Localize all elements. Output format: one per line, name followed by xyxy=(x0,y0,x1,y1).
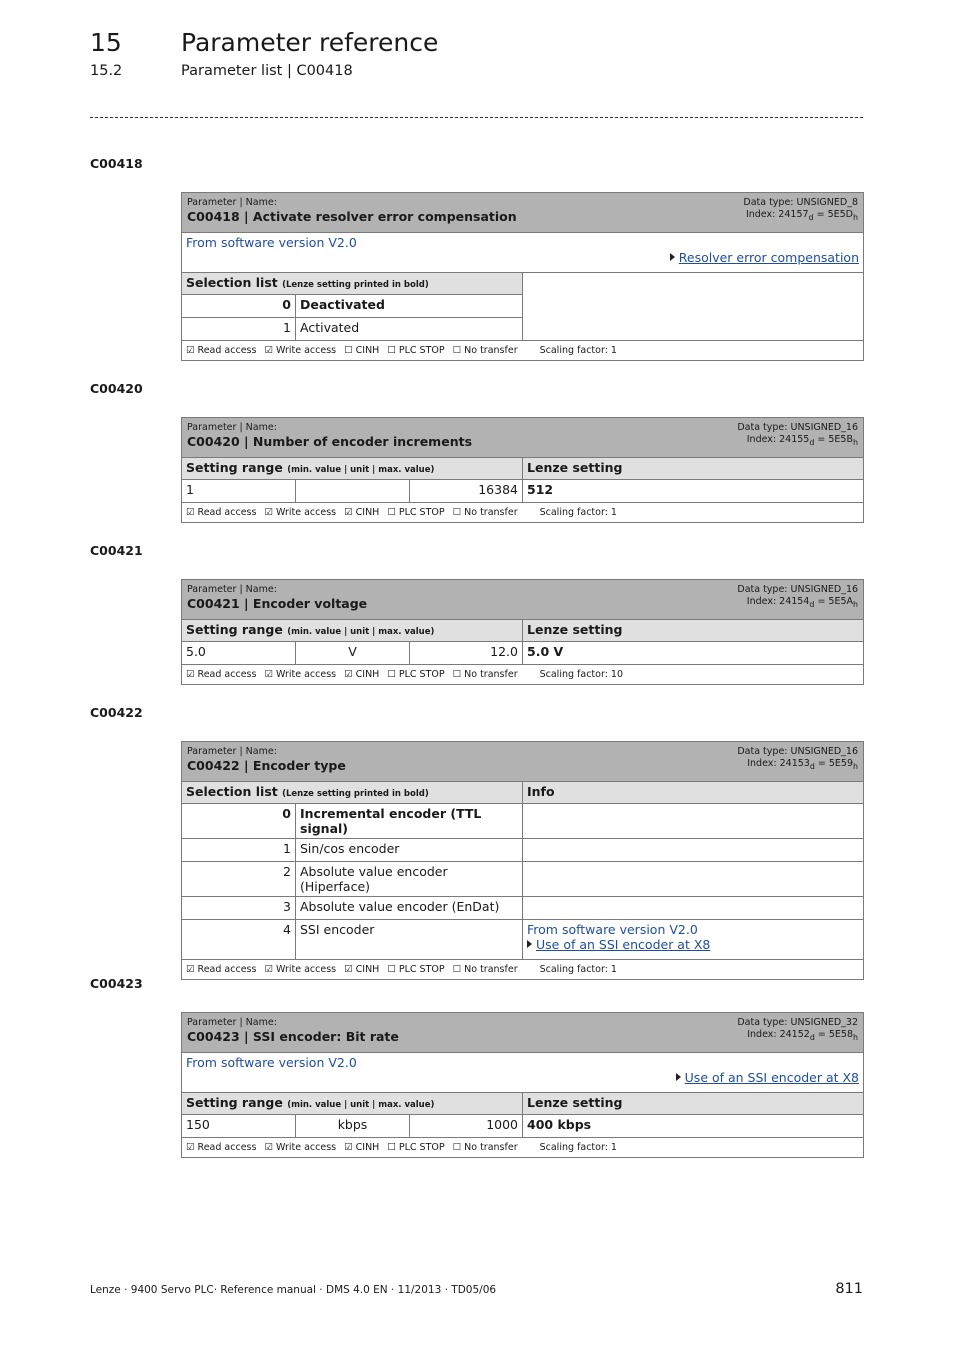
lenze-setting-value: 5.0 V xyxy=(523,642,864,665)
data-type-info: Data type: UNSIGNED_16 Index: $24153_d = 5E59_h$ xyxy=(737,746,859,771)
parameter-name-label: Parameter | Name: xyxy=(187,584,277,595)
parameter-table-c00421 xyxy=(181,579,864,685)
data-type-info: Data type: UNSIGNED_16 Index: $24154_d = 5E5A_h$ xyxy=(737,584,859,609)
option-value: 1 xyxy=(182,318,296,341)
empty-info-cell xyxy=(523,273,864,341)
arrow-right-icon xyxy=(670,253,675,261)
access-flags: ☑ Read access ☑ Write access ☑ CINH ☐ PLC STOP ☐ No transfer Scaling factor: 1 xyxy=(182,1138,864,1158)
max-value: 16384 xyxy=(410,480,523,503)
parameter-heading-c00418: C00418 xyxy=(90,156,143,171)
parameter-header xyxy=(182,742,864,782)
page-number: 811 xyxy=(835,1281,863,1297)
option-label: Sin/cos encoder xyxy=(296,839,523,862)
parameter-heading-c00423: C00423 xyxy=(90,976,143,991)
section-number: 15.2 xyxy=(90,63,123,79)
unit: V xyxy=(296,642,410,665)
selection-list-header: Selection list (Lenze setting printed in bold) xyxy=(182,782,523,804)
min-value: 5.0 xyxy=(182,642,296,665)
parameter-name: C00422 | Encoder type xyxy=(187,758,346,773)
version-note: From software version V2.0 xyxy=(527,922,698,937)
access-flags: ☑ Read access ☑ Write access ☑ CINH ☐ PLC STOP ☐ No transfer Scaling factor: 1 xyxy=(182,960,864,980)
ssi-encoder-link[interactable]: Use of an SSI encoder at X8 xyxy=(536,937,711,952)
version-cell xyxy=(182,1053,864,1093)
chapter-title: Parameter reference xyxy=(181,28,439,57)
ssi-encoder-link[interactable]: Use of an SSI encoder at X8 xyxy=(684,1070,860,1085)
parameter-name-label: Parameter | Name: xyxy=(187,422,277,433)
version-cell xyxy=(182,233,864,273)
parameter-heading-c00420: C00420 xyxy=(90,381,143,396)
option-label: Absolute value encoder (EnDat) xyxy=(296,897,523,920)
option-value: 0 xyxy=(182,804,296,839)
lenze-setting-header: Lenze setting xyxy=(523,458,864,480)
min-value: 1 xyxy=(182,480,296,503)
max-value: 12.0 xyxy=(410,642,523,665)
setting-range-header: Setting range (min. value | unit | max. value) xyxy=(182,1093,523,1115)
parameter-header xyxy=(182,1013,864,1053)
lenze-setting-header: Lenze setting xyxy=(523,1093,864,1115)
unit xyxy=(296,480,410,503)
option-value: 2 xyxy=(182,862,296,897)
option-info xyxy=(523,804,864,839)
parameter-heading-c00421: C00421 xyxy=(90,543,143,558)
parameter-name: C00418 | Activate resolver error compensation xyxy=(187,209,517,224)
access-flags: ☑ Read access ☑ Write access ☑ CINH ☐ PLC STOP ☐ No transfer Scaling factor: 1 xyxy=(182,503,864,523)
setting-range-header: Setting range (min. value | unit | max. value) xyxy=(182,620,523,642)
parameter-name-label: Parameter | Name: xyxy=(187,1017,277,1028)
data-type-info: Data type: UNSIGNED_32 Index: $24152_d = 5E58_h$ xyxy=(737,1017,859,1042)
data-type-info: Data type: UNSIGNED_16 Index: $24155_d = 5E5B_h$ xyxy=(737,422,859,447)
info-header: Info xyxy=(523,782,864,804)
resolver-error-compensation-link[interactable]: Resolver error compensation xyxy=(678,250,859,265)
chapter-number: 15 xyxy=(90,28,122,57)
parameter-name: C00420 | Number of encoder increments xyxy=(187,434,473,449)
parameter-table-c00418 xyxy=(181,192,864,361)
lenze-setting-header: Lenze setting xyxy=(523,620,864,642)
arrow-right-icon xyxy=(527,940,532,948)
min-value: 150 xyxy=(182,1115,296,1138)
setting-range-header: Setting range (min. value | unit | max. value) xyxy=(182,458,523,480)
arrow-right-icon xyxy=(676,1073,681,1081)
parameter-table-c00423 xyxy=(181,1012,864,1158)
option-label: Activated xyxy=(296,318,523,341)
parameter-name: C00421 | Encoder voltage xyxy=(187,596,368,611)
version-note: From software version V2.0 xyxy=(186,235,357,250)
selection-list-header: Selection list (Lenze setting printed in bold) xyxy=(182,273,523,295)
parameter-heading-c00422: C00422 xyxy=(90,705,143,720)
option-info xyxy=(523,839,864,862)
unit: kbps xyxy=(296,1115,410,1138)
option-info xyxy=(523,897,864,920)
option-value: 1 xyxy=(182,839,296,862)
lenze-setting-value: 400 kbps xyxy=(523,1115,864,1138)
option-value: 3 xyxy=(182,897,296,920)
section-title: Parameter list | C00418 xyxy=(181,63,353,79)
option-info xyxy=(523,920,864,960)
document-footer: Lenze · 9400 Servo PLC· Reference manual · DMS 4.0 EN · 11/2013 · TD05/06 xyxy=(90,1284,497,1296)
version-note: From software version V2.0 xyxy=(186,1055,357,1070)
parameter-header xyxy=(182,580,864,620)
option-value: 0 xyxy=(182,295,296,318)
parameter-name-label: Parameter | Name: xyxy=(187,197,277,208)
option-label: Deactivated xyxy=(296,295,523,318)
parameter-header xyxy=(182,418,864,458)
parameter-name-label: Parameter | Name: xyxy=(187,746,277,757)
lenze-setting-value: 512 xyxy=(523,480,864,503)
header-divider xyxy=(90,117,863,118)
data-type-info: Data type: UNSIGNED_8 Index: $24157_d = 5E5D_h$ xyxy=(743,197,858,222)
parameter-header xyxy=(182,193,864,233)
max-value: 1000 xyxy=(410,1115,523,1138)
parameter-table-c00422 xyxy=(181,741,864,980)
access-flags: ☑ Read access ☑ Write access ☐ CINH ☐ PLC STOP ☐ No transfer Scaling factor: 1 xyxy=(182,341,864,361)
access-flags: ☑ Read access ☑ Write access ☑ CINH ☐ PLC STOP ☐ No transfer Scaling factor: 10 xyxy=(182,665,864,685)
option-label: SSI encoder xyxy=(296,920,523,960)
parameter-name: C00423 | SSI encoder: Bit rate xyxy=(187,1029,399,1044)
option-label: Incremental encoder (TTL signal) xyxy=(296,804,523,839)
parameter-table-c00420 xyxy=(181,417,864,523)
option-label: Absolute value encoder (Hiperface) xyxy=(296,862,523,897)
option-info xyxy=(523,862,864,897)
option-value: 4 xyxy=(182,920,296,960)
